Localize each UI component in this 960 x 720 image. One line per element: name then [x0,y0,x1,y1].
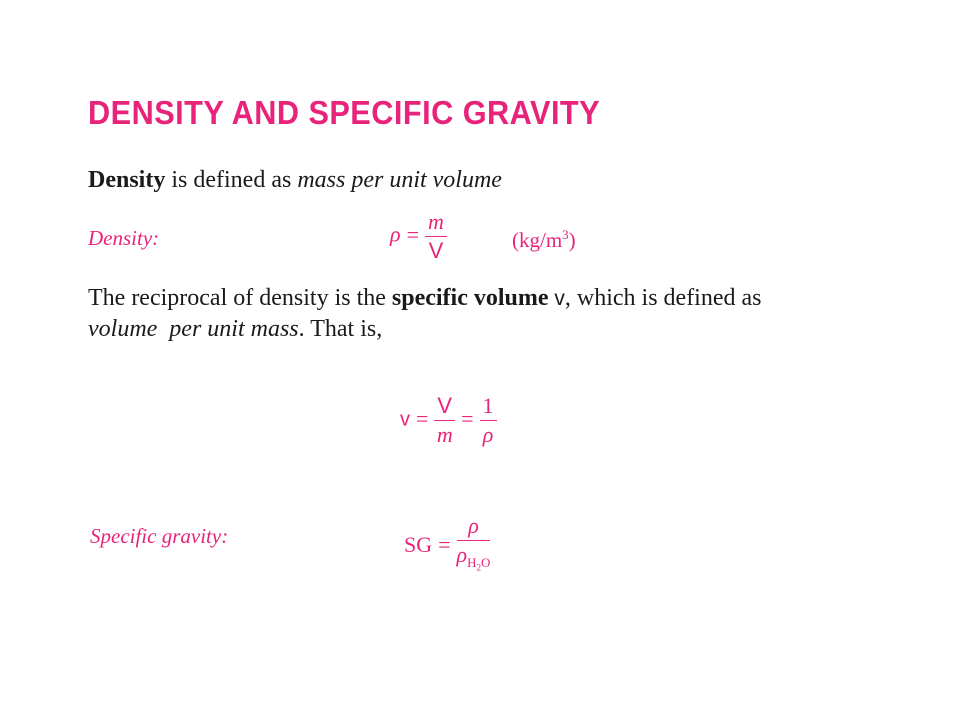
specific-volume-lhs: v [400,408,410,431]
one-over-density-fraction [480,394,497,447]
specific-gravity-fraction [457,514,491,580]
density-equation [390,210,447,263]
specific-volume-term: specific volume [391,285,549,311]
specific-volume-definition-line1 [88,283,762,314]
density-definition [88,165,502,196]
fraction-numerator: 1 [480,394,497,421]
subscript-o: O [481,555,491,571]
text-run: The reciprocal of density is the [88,285,392,311]
subscript-2: 2 [476,562,481,573]
fraction-denominator: m [436,422,453,447]
fraction-numerator: m [425,210,447,237]
water-density-symbol: ρ [456,542,468,567]
unit-base: (kg/m [512,228,563,252]
density-definition-connector: is defined as [165,167,298,193]
equals-sign: = [416,405,429,431]
equals-sign: = [406,221,419,247]
slide-title: DENSITY AND SPECIFIC GRAVITY [88,94,601,131]
specific-gravity-equation [404,514,490,580]
unit-exponent: 3 [562,227,569,242]
water-subscript [467,555,491,573]
specific-volume-phrase: volume per unit mass [88,316,299,342]
density-symbol: ρ [390,221,401,247]
equals-sign: = [461,405,474,431]
text-run: . That is, [298,316,383,342]
density-term: Density [88,167,166,193]
fraction-numerator: ρ [457,514,491,541]
volume-over-mass-fraction [434,394,455,447]
fraction-denominator: V [428,238,444,263]
density-definition-phrase: mass per unit volume [297,167,502,193]
specific-volume-definition-line2 [88,314,382,345]
specific-volume-equation [400,394,497,447]
density-unit [512,227,576,253]
fraction-denominator: ρ [482,422,494,447]
equals-sign: = [438,532,451,558]
fraction-denominator [457,541,491,580]
specific-volume-symbol: v [548,287,565,310]
fraction-numerator: V [434,394,455,421]
unit-close: ) [568,228,576,252]
density-fraction [425,210,447,263]
subscript-h: H [467,555,477,571]
specific-gravity-label: Specific gravity: [90,524,229,548]
text-run: , which is defined as [564,285,762,311]
density-label: Density: [88,226,160,250]
sg-symbol: SG [404,532,433,558]
